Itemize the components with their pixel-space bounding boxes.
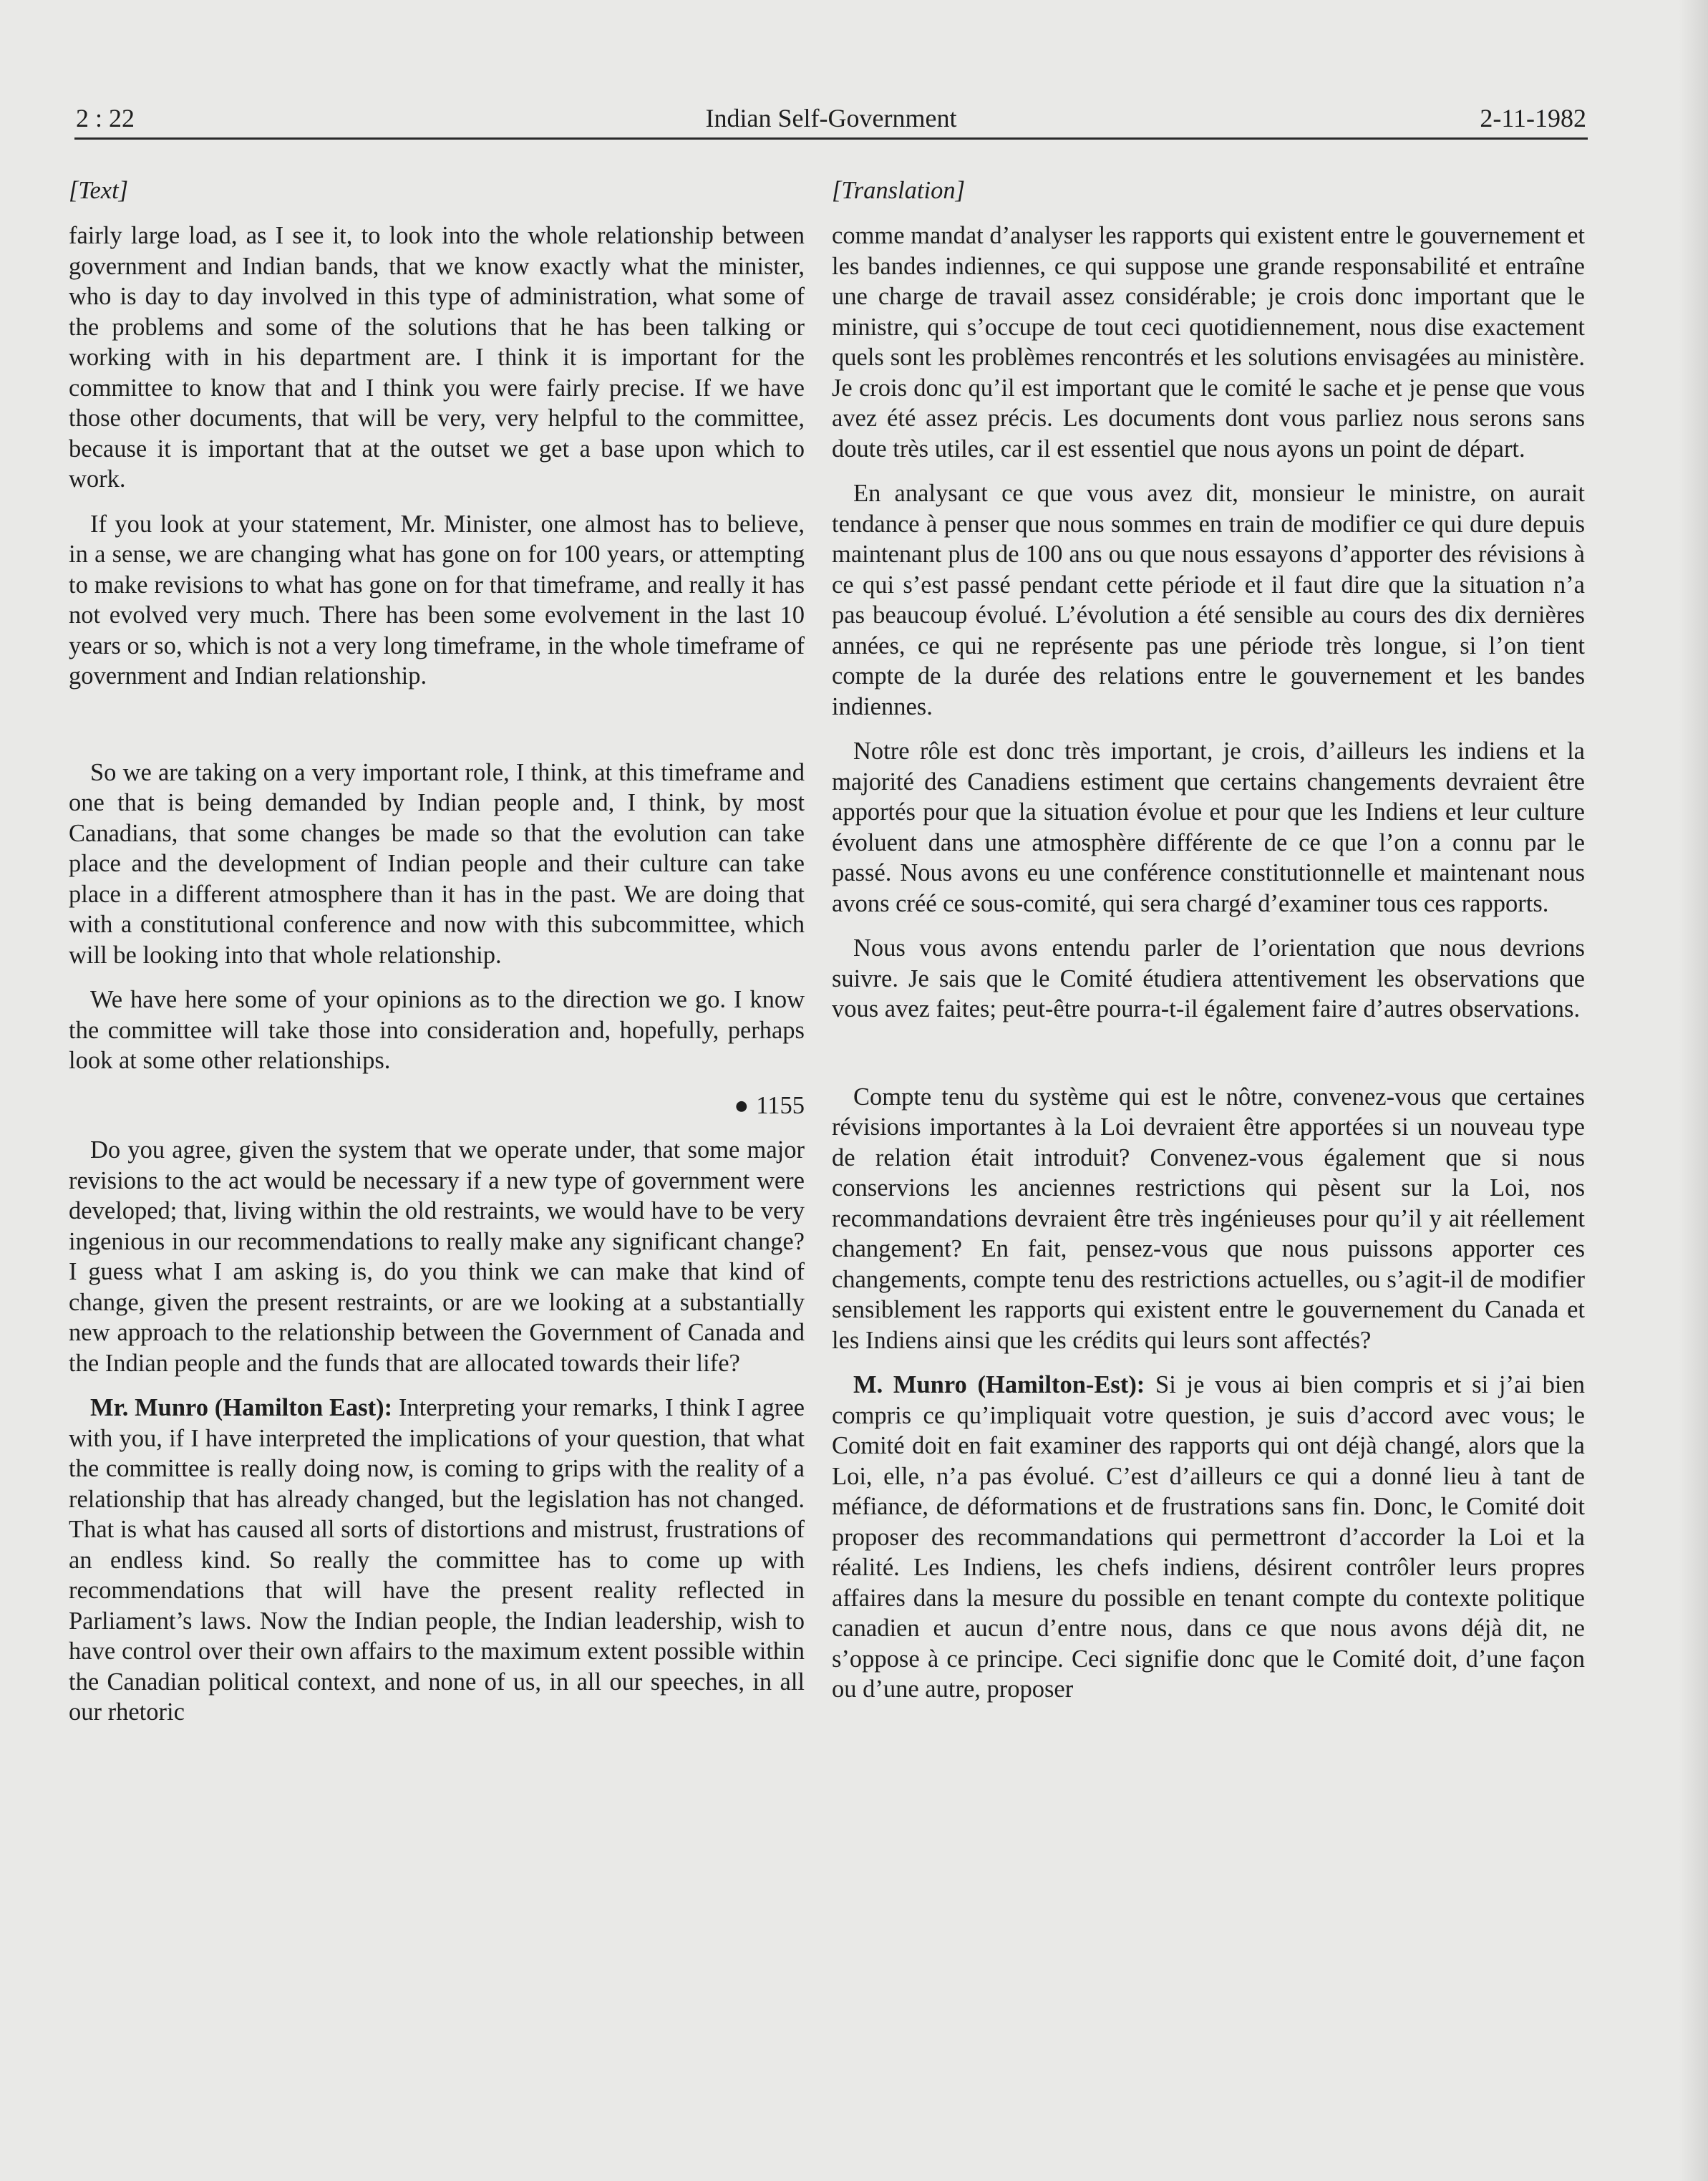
paragraph: So we are taking on a very important role, I think, at this timeframe and one that is being demanded by Indian people and, I think, by most Canadians, that some changes be made so that the evolution can take place and the development of Indian people and their culture can take place in a different atmosphere than it has in the past. We are doing that with a constitutional conference and now with this subcommittee, which will be looking into that whole relationship.: [69, 758, 805, 969]
speaker-paragraph: [832, 1370, 1585, 1705]
paragraph: fairly large load, as I see it, to look into the whole relationship between government and Indian bands, that we know exactly what the minister, who is day to day involved in this type of administration, what some of the problems and some of the solutions that he has been talking or working with in his department are. I think it is important for the committee to know that and I think you were fairly precise. If we have those other documents, that will be very, very helpful to the committee, because it is important that at the outset we get a base upon which to work.: [69, 222, 805, 493]
bullet-icon: ●: [734, 1091, 749, 1119]
running-title: Indian Self-Government: [705, 104, 957, 132]
paragraph: En analysant ce que vous avez dit, monsieur le ministre, on aurait tendance à penser que nous sommes en train de modifier ce qui dure depuis maintenant plus de 100 ans ou que nous essayons d’apporter des révisions à ce qui s’est passé pendant cette période et il faut dire que la situation n’a pas beaucoup évolué. L’évolution a été sensible au cours des dix dernières années, ce qui ne représente pas une période très longue, si l’on tient compte de la durée des relations entre le gouvernement et les bandes indiennes.: [832, 480, 1585, 720]
speaker-name: M. Munro (Hamilton-Est):: [853, 1371, 1145, 1398]
time-value: 1155: [756, 1091, 805, 1119]
speaker-name: Mr. Munro (Hamilton East):: [90, 1394, 393, 1421]
page-number: 2 : 22: [76, 104, 135, 132]
page-edge-shadow: [1679, 0, 1708, 2181]
english-column: [69, 175, 805, 1742]
paragraph: Do you agree, given the system that we operate under, that some major revisions to the act would be necessary if a new type of government were developed; that, living within the old restraints, we would have to be very ingenious in our recommendations to really make any significant change? I guess what I am asking is, do you think we can make that kind of change, given the present restraints, or are we looking at a substantially new approach to the relationship between the Government of Canada and the Indian people and the funds that are allocated towards their life?: [69, 1136, 805, 1377]
time-stamp: [69, 1090, 805, 1121]
speaker-text: Interpreting your remarks, I think I agree with you, if I have interpreted the implications of your question, that what the committee is really doing now, is coming to grips with the reality of a relationship that has already changed, but the legislation has not changed. That is what has caused all sorts of distortions and mistrust, frustrations of an endless kind. So really the committee has to come up with recommendations that will have the present reality reflected in Parliament’s laws. Now the Indian people, the Indian leadership, wish to have control over their own affairs to the maximum extent possible within the Canadian political context, and none of us, in all our speeches, in all our rhetoric: [69, 1394, 805, 1726]
text-marker: [Text]: [69, 177, 129, 204]
paragraph: Compte tenu du système qui est le nôtre, convenez-vous que certaines révisions importantes à la Loi devraient être apportées si un nouveau type de relation était introduit? Convenez-vous également que si nous conservions les anciennes restrictions qui pèsent sur la Loi, nos recommandations devraient être très ingénieuses pour qu’il y ait réellement changement? En fait, pensez-vous que nous puissons apporter ces changements, compte tenu des restrictions actuelles, ou s’agit-il de modifier sensiblement les rapports qui existent entre le gouvernement du Canada et les Indiens ainsi que les crédits qui leurs sont affectés?: [832, 1083, 1585, 1354]
speaker-text: Si je vous ai bien compris et si j’ai bien compris ce qu’impliquait votre question, je suis d’accord avec vous; le Comité doit en fait examiner des rapports qui ont déjà changé, alors que la Loi, elle, n’a pas évolué. C’est d’ailleurs ce qui a donné lieu à tant de méfiance, de déformations et de frustrations sans fin. Donc, le Comité doit proposer des recommandations qui permettront d’accorder la Loi et la réalité. Les Indiens, les chefs indiens, désirent contrôler leurs propres affaires dans la mesure du possible en tenant compte du contexte politique canadien et aucun d’entre nous, dans ce que nous avons déjà dit, ne s’oppose à ce principe. Ceci signifie donc que le Comité doit, d’une façon ou d’une autre, proposer: [832, 1371, 1585, 1703]
paragraph: If you look at your statement, Mr. Minister, one almost has to believe, in a sense, we are changing what has gone on for 100 years, or attempting to make revisions to what has gone on for that timeframe, and really it has not evolved very much. There has been some evolvement in the last 10 years or so, which is not a very long timeframe, in the whole timeframe of government and Indian relationship.: [69, 510, 805, 690]
translation-marker: [Translation]: [832, 177, 965, 204]
paragraph: Nous vous avons entendu parler de l’orientation que nous devrions suivre. Je sais que le Comité étudiera attentivement les observations que vous avez faites; peut-être pourra-t-il également faire d’autres observations.: [832, 934, 1585, 1022]
paragraph: We have here some of your opinions as to the direction we go. I know the committee will take those into consideration and, hopefully, perhaps look at some other relationships.: [69, 986, 805, 1074]
paragraph: comme mandat d’analyser les rapports qui existent entre le gouvernement et les bandes indiennes, ce qui suppose une grande responsabilité et entraîne une charge de travail assez considérable; je crois donc important que le ministre, qui s’occupe de tout ceci quotidiennement, nous dise exactement quels sont les problèmes rencontrés et les solutions envisagées au ministère. Je crois donc qu’il est important que le comité le sache et je pense que vous avez été assez précis. Les documents dont vous parliez nous serons sans doute très utiles, car il est essentiel que nous ayons un point de départ.: [832, 222, 1585, 463]
header-date: 2-11-1982: [1480, 104, 1586, 132]
speaker-paragraph: [69, 1393, 805, 1728]
french-column: [832, 175, 1585, 1719]
page-header: [74, 99, 1588, 140]
paragraph: Notre rôle est donc très important, je crois, d’ailleurs les indiens et la majorité des Canadiens estiment que certains changements devraient être apportés pour que la situation évolue et pour que les Indiens et leur culture évoluent dans une atmosphère différente de ce que l’on a connu par le passé. Nous avons eu une conférence constitutionnelle et maintenant nous avons créé ce sous-comité, qui sera chargé d’examiner tous ces rapports.: [832, 738, 1585, 917]
